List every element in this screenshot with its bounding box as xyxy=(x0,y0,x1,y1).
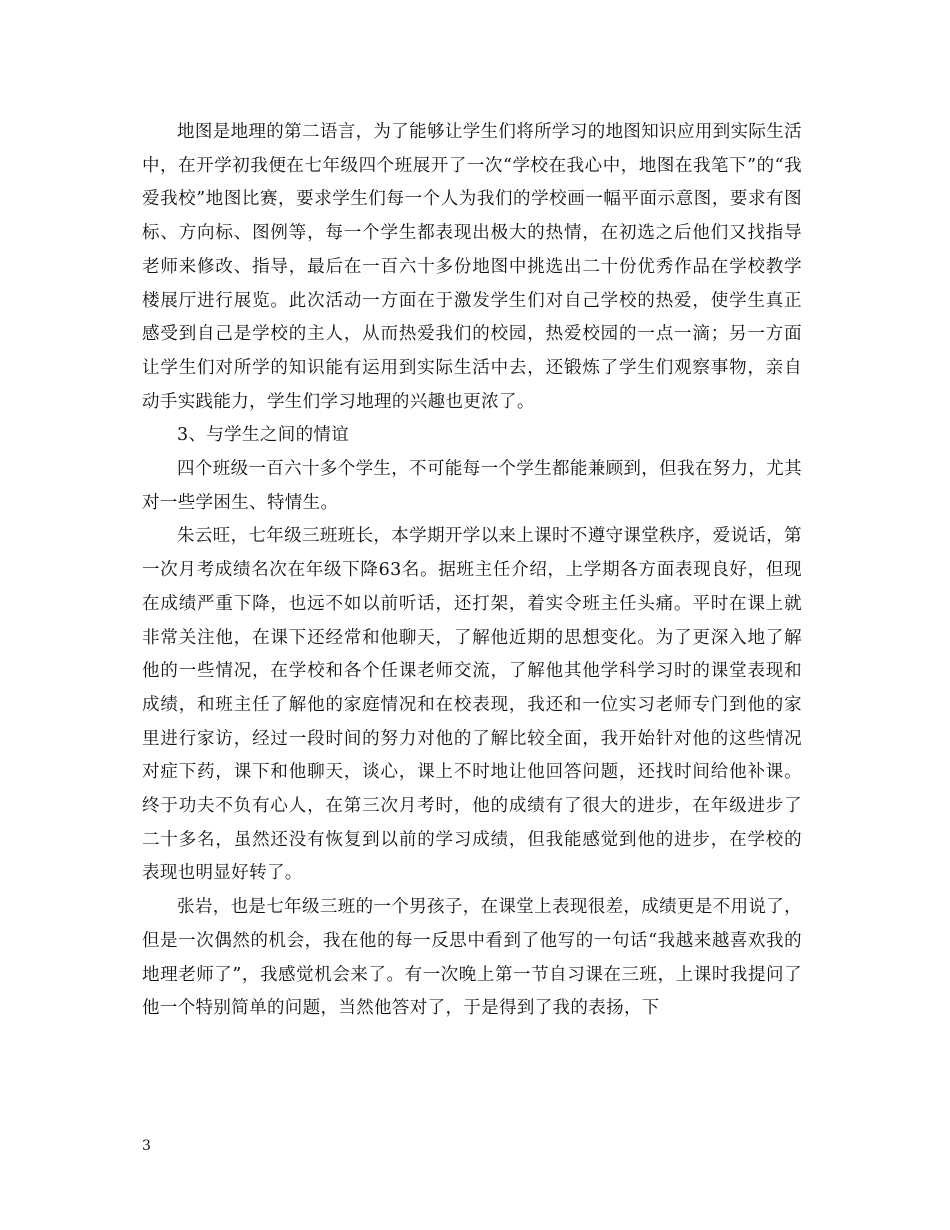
page-number: 3 xyxy=(142,1138,151,1154)
paragraph-map-competition: 地图是地理的第二语言，为了能够让学生们将所学习的地图知识应用到实际生活中，在开学初我便在七年级四个班展开了一次“学校在我心中，地图在我笔下”的“我爱我校”地图比赛，要求学生们每一个人为我们的学校画一幅平面示意图，要求有图标、方向标、图例等，每一个学生都表现出极大的热情，在初选之后他们又找指导老师来修改、指导，最后在一百六十多份地图中挑选出二十份优秀作品在学校教学楼展厅进行展览。此次活动一方面在于激发学生们对自己学校的热爱，使学生真正感受到自己是学校的主人，从而热爱我们的校园，热爱校园的一点一滴；另一方面让学生们对所学的知识能有运用到实际生活中去，还锻炼了学生们观察事物，亲自动手实践能力，学生们学习地理的兴趣也更浓了。 xyxy=(142,122,802,412)
section-heading-student-relations: 3、与学生之间的情谊 xyxy=(177,425,350,446)
document-body xyxy=(142,116,802,1026)
paragraph-zhu-yunwang: 朱云旺，七年级三班班长，本学期开学以来上课时不遵守课堂秩序，爱说话，第一次月考成绩名次在年级下降63名。据班主任介绍，上学期各方面表现良好，但现在成绩严重下降，也远不如以前听话，还打架，着实令班主任头痛。平时在课上就非常关注他，在课下还经常和他聊天，了解他近期的思想变化。为了更深入地了解他的一些情况，在学校和各个任课老师交流，了解他其他学科学习时的课堂表现和成绩，和班主任了解他的家庭情况和在校表现，我还和一位实习老师专门到他的家里进行家访，经过一段时间的努力对他的了解比较全面，我开始针对他的这些情况对症下药，课下和他聊天，谈心，课上不时地让他回答问题，还找时间给他补课。终于功夫不负有心人，在第三次月考时，他的成绩有了很大的进步，在年级进步了二十多名，虽然还没有恢复到以前的学习成绩，但我能感觉到他的进步，在学校的表现也明显好转了。 xyxy=(142,526,802,884)
paragraph-four-classes: 四个班级一百六十多个学生，不可能每一个学生都能兼顾到，但我在努力，尤其对一些学困生、特情生。 xyxy=(142,459,802,513)
paragraph-zhang-yan: 张岩，也是七年级三班的一个男孩子，在课堂上表现很差，成绩更是不用说了，但是一次偶然的机会，我在他的每一反思中看到了他写的一句话“我越来越喜欢我的地理老师了”，我感觉机会来了。有一次晚上第一节自习课在三班，上课时我提问了他一个特别简单的问题，当然他答对了，于是得到了我的表扬，下 xyxy=(142,897,802,1019)
